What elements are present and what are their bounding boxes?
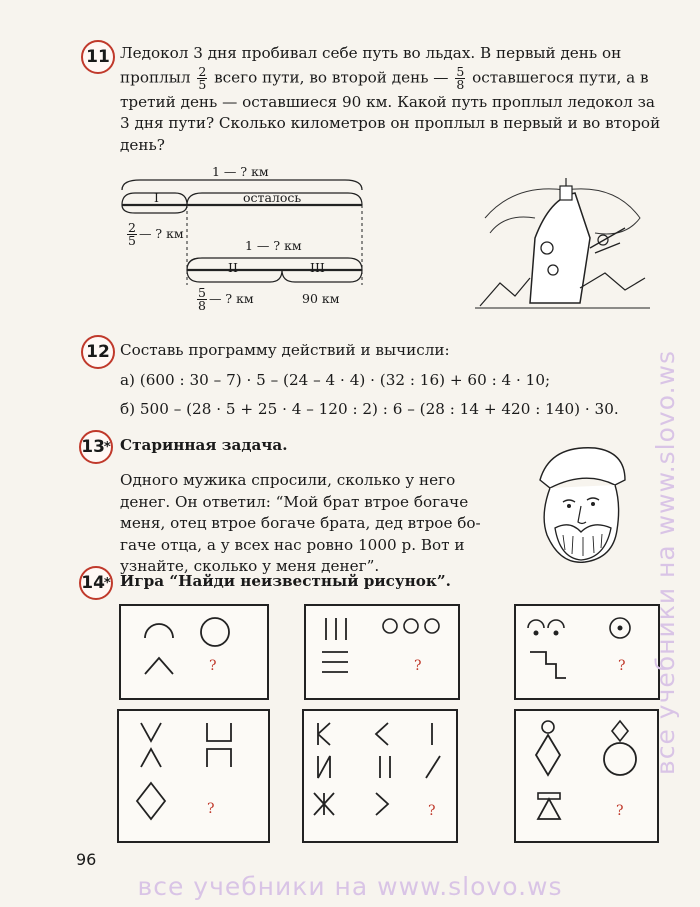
problem-11-number: 11 (86, 47, 110, 67)
puzzle-card-3 (514, 604, 660, 700)
question-mark-5: ? (428, 803, 436, 819)
diagram-segment-III: III (310, 260, 325, 275)
problem-13-badge (79, 430, 113, 464)
problem-12-badge (81, 335, 115, 369)
problem-13-line-2: денег. Он ответил: “Мой брат втрое богаче (120, 492, 469, 511)
question-mark-1: ? (209, 658, 217, 674)
fraction-numerator: 2 (198, 63, 207, 79)
problem-12-expression-a: а) (600 : 30 – 7) · 5 – (24 – 4 · 4) · (32 : 16) + 60 : 4 · 10; (120, 371, 551, 389)
diagram-mid-label: 1 — ? км (245, 238, 302, 253)
question-mark-2: ? (414, 658, 422, 674)
question-mark-4: ? (207, 801, 215, 817)
problem-13-line-5: узнайте, сколько у меня денег”. (120, 557, 380, 575)
diagram-segment-II: II (228, 260, 238, 275)
problem-13-line-3: меня, отец втрое богаче брата, дед втрое бо- (120, 514, 481, 532)
puzzle-card-2-figures (306, 606, 458, 698)
problem-11-badge (81, 40, 115, 74)
peasant-portrait (525, 440, 635, 570)
puzzle-card-5-figures (304, 711, 456, 841)
problem-13-line-1: Одного мужика спросили, сколько у него (120, 471, 456, 489)
problem-11-line-2-start: проплыл (120, 68, 191, 86)
diagram-bottom-right: 90 км (302, 291, 340, 306)
problem-12-number: 12 (86, 342, 110, 362)
watermark-side: все учебники на www.slovo.ws (651, 350, 680, 775)
diagram-left-suffix: — ? км (138, 226, 184, 241)
puzzle-card-5 (302, 709, 458, 843)
diagram-segment-I: I (154, 190, 159, 205)
problem-11-line-2-middle: всего пути, во второй день — (214, 68, 449, 86)
problem-13-star: * (103, 439, 111, 455)
whole-brace (122, 180, 362, 190)
puzzle-card-6 (514, 709, 659, 843)
problem-13-text (120, 470, 500, 578)
fraction-denominator: 8 (456, 76, 465, 92)
icebreaker-illustration (475, 178, 650, 318)
problem-11-line-5: день? (120, 135, 165, 154)
diagram-segment-rest: осталось (243, 190, 302, 205)
fraction-five-eighths (455, 63, 465, 92)
fraction-numerator: 5 (198, 285, 206, 300)
problem-13-title: Старинная задача. (120, 436, 288, 454)
fraction-two-fifths-small (127, 222, 137, 247)
problem-11-text (120, 43, 670, 156)
problem-12-intro: Составь программу действий и вычисли: (120, 341, 450, 359)
page-number: 96 (76, 850, 97, 869)
brace-second-whole (187, 258, 362, 270)
puzzle-card-4 (117, 709, 270, 843)
diagram-bottom-label (195, 287, 254, 312)
problem-11-line-2 (120, 63, 670, 92)
fraction-denominator: 5 (198, 76, 207, 92)
puzzle-card-1 (119, 604, 269, 700)
puzzle-card-1-figures (121, 606, 267, 698)
problem-14-badge (79, 566, 113, 600)
problem-14-title: Игра “Найди неизвестный рисунок”. (120, 572, 451, 590)
puzzle-card-4-figures (119, 711, 268, 841)
problem-11-line-2-end: оставшегося пути, а в (472, 68, 649, 86)
question-mark-3: ? (618, 658, 626, 674)
problem-11-line-1: Ледокол 3 дня пробивал себе путь во льдах. В первый день он (120, 44, 622, 62)
puzzle-card-6-figures (516, 711, 657, 841)
fraction-denominator: 5 (128, 233, 136, 248)
problem-11-line-3: третий день — оставшиеся 90 км. Какой путь проплыл ледокол за (120, 92, 655, 111)
diagram-bottom-suffix: — ? км (208, 291, 254, 306)
fraction-five-eighths-small (197, 287, 207, 312)
problem-13-number: 13 (81, 437, 105, 457)
puzzle-card-2 (304, 604, 460, 700)
fraction-two-fifths (197, 63, 207, 92)
problem-13-line-4: гаче отца, а у всех нас ровно 1000 р. Вот и (120, 535, 465, 554)
fraction-denominator: 8 (198, 298, 206, 313)
problem-14-number: 14 (81, 573, 105, 593)
fraction-numerator: 5 (456, 63, 465, 79)
diagram-top-label: 1 — ? км (212, 164, 269, 179)
problem-12-expression-b: б) 500 – (28 · 5 + 25 · 4 – 120 : 2) : 6 – (28 : 14 + 420 : 140) · 30. (120, 400, 619, 418)
puzzle-card-3-figures (516, 606, 658, 698)
problem-11-line-4: 3 дня пути? Сколько километров он проплыл в первый и во второй (120, 114, 661, 132)
diagram-left-label (125, 222, 184, 247)
watermark-bottom: все учебники на www.slovo.ws (137, 872, 563, 901)
under-brace-I (122, 205, 187, 213)
problem-14-star: * (103, 575, 111, 591)
fraction-numerator: 2 (128, 220, 136, 235)
question-mark-6: ? (616, 803, 624, 819)
